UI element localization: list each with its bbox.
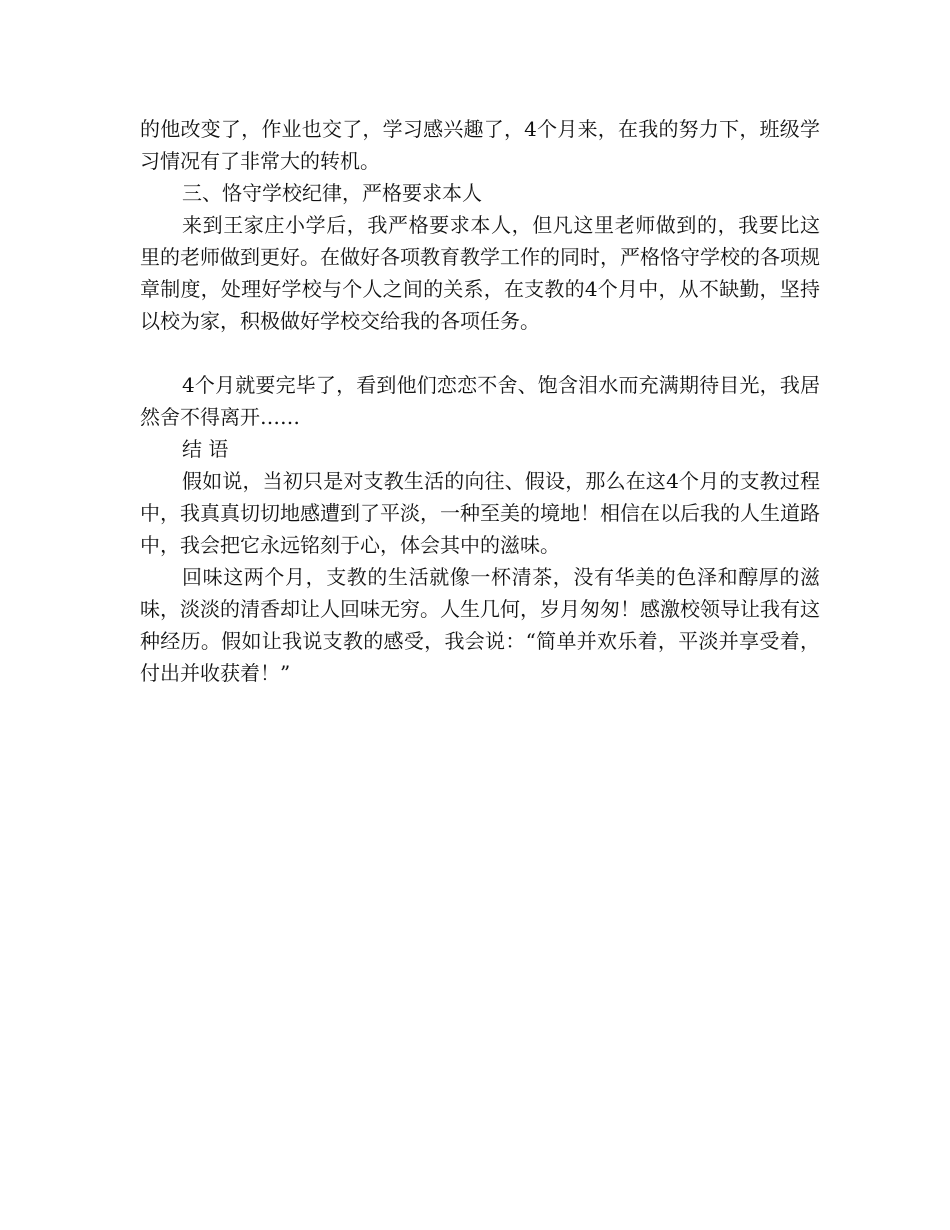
document-body [140,113,820,689]
blank-line [140,337,820,369]
paragraph-conclusion-2: 回味这两个月，支教的生活就像一杯清茶，没有华美的色泽和醇厚的滋味，淡淡的清香却让人回味无穷。人生几何，岁月匆匆！感激校领导让我有这种经历。假如让我说支教的感受，我会说：“简单并欢乐着，平淡并享受着，付出并收获着！” [140,565,820,685]
section-heading-conclusion: 结 语 [182,437,229,461]
section-heading-discipline: 三、恪守学校纪律，严格要求本人 [182,181,482,205]
paragraph-farewell: 4个月就要完毕了，看到他们恋恋不舍、饱含泪水而充满期待目光，我居然舍不得离开…… [140,373,820,429]
paragraph-discipline: 来到王家庄小学后，我严格要求本人，但凡这里老师做到的，我要比这里的老师做到更好。在做好各项教育教学工作的同时，严格恪守学校的各项规章制度，处理好学校与个人之间的关系，在支教的4个月中，从不缺勤，坚持以校为家，积极做好学校交给我的各项任务。 [140,213,820,333]
paragraph-conclusion-1: 假如说，当初只是对支教生活的向往、假设，那么在这4个月的支教过程中，我真真切切地感遭到了平淡，一种至美的境地！相信在以后我的人生道路中，我会把它永远铭刻于心，体会其中的滋味。 [140,469,820,557]
paragraph-continuation: 的他改变了，作业也交了，学习感兴趣了，4个月来，在我的努力下，班级学习情况有了非常大的转机。 [140,117,820,173]
